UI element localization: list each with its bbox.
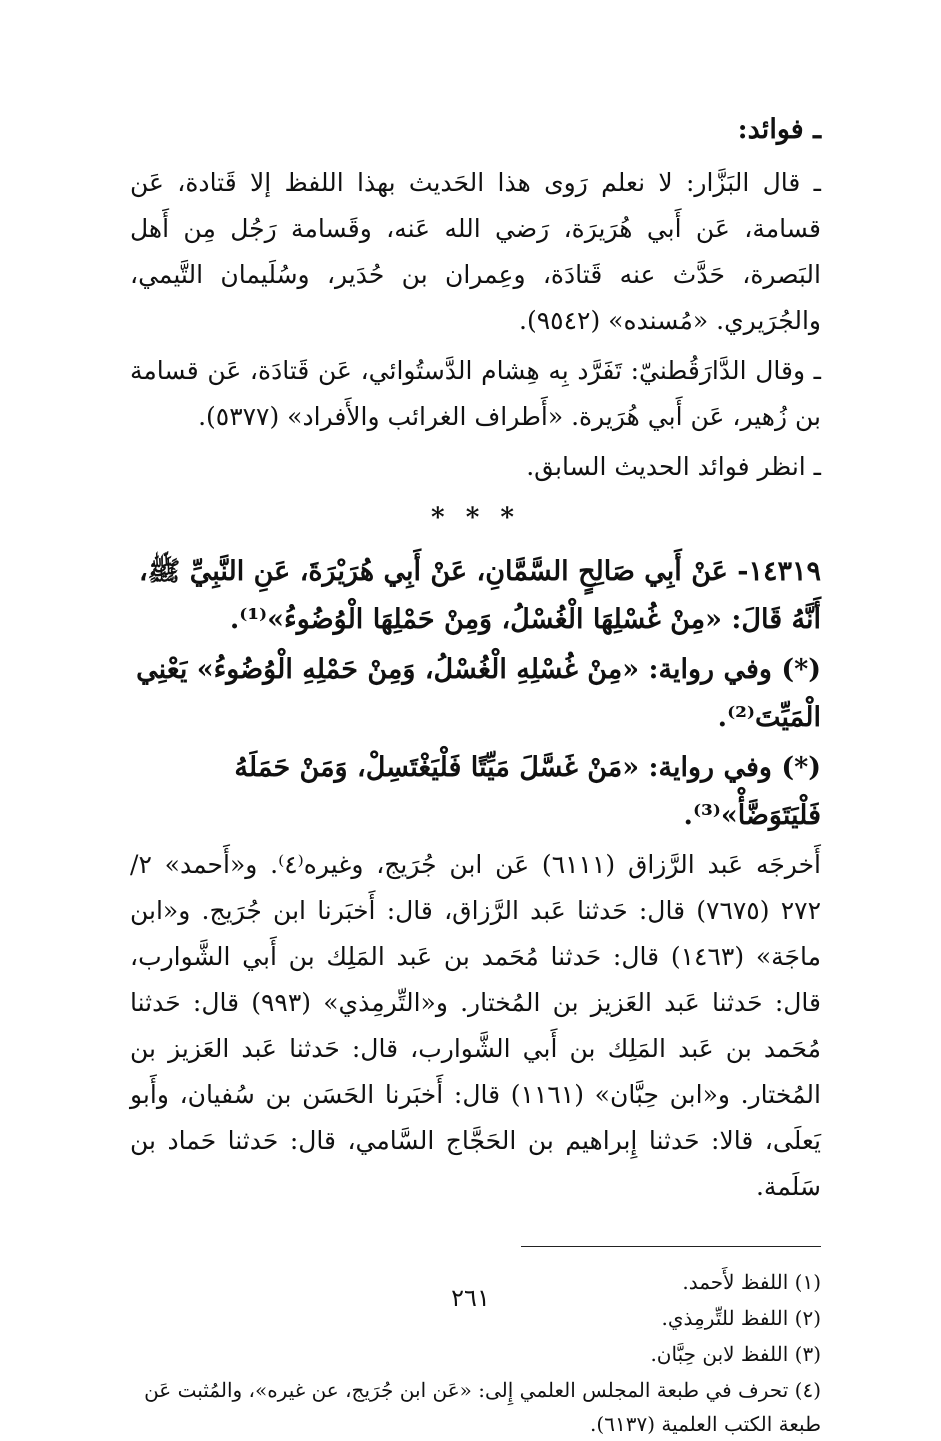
paragraph-bazzar: ـ قال البَزَّار: لا نعلم رَوى هذا الحَديث بهذا اللفظ إلا قَتادة، عَن قسامة، عَن أَبي هُرَيرَة، رَضي الله عَنه، وقَسامة رَجُل مِن أَهل البَصرة، حَدَّث عنه قَتادَة، وعِمران بن حُدَير، وسُلَيمان التَّيمي، والجُرَيري. «مُسنده» (٩٥٤٢). [130, 168, 821, 335]
footnote-3: (٣) اللفظ لابن حِبَّان. [650, 1342, 821, 1366]
footnote-divider-wrap [130, 1246, 821, 1247]
hadith-variant-2: (*) وفي رواية: «مَنْ غَسَّلَ مَيِّتًا فَلْيَغْتَسِلْ، وَمَنْ حَمَلَهُ فَلْيَتَوَضَّأْ»⁽³⁾. [234, 752, 821, 831]
paragraph-see-previous: ـ انظر فوائد الحديث السابق. [526, 452, 821, 481]
footnote-4: (٤) تحرف في طبعة المجلس العلمي إِلى: «عَن ابن جُرَيج، عن غيره»، والمُثبت عَن طبعة الكتب العلمية (٦١٣٧). [144, 1378, 821, 1436]
page-number: ٢٦١ [451, 1284, 490, 1312]
section-heading: ـ فوائد: [737, 114, 821, 145]
paragraph-daraqutni: ـ وقال الدَّارَقُطنيّ: تَفَرَّد بِه هِشام الدَّستُوائي، عَن قَتادَة، عَن قسامة بن زُهير، عَن أَبي هُرَيرة. «أَطراف الغرائب والأَفراد» (٥٣٧٧). [130, 356, 821, 431]
hadith-text: ١٤٣١٩- عَنْ أَبِي صَالِحٍ السَّمَّانِ، عَنْ أَبِي هُرَيْرَةَ، عَنِ النَّبِيِّ ﷺ، أَنَّهُ قَالَ: «مِنْ غُسْلِهَا الْغُسْلُ، وَمِنْ حَمْلِهَا الْوُضُوءُ»⁽¹⁾. [138, 556, 821, 635]
footnote-divider [521, 1246, 821, 1247]
footnote-1: (١) اللفظ لأَحمد. [682, 1270, 821, 1294]
footnote-2: (٢) اللفظ للتِّرمِذي. [661, 1306, 821, 1330]
takhrij-paragraph: أَخرجَه عَبد الرَّزاق (٦١١١) عَن ابن جُرَيج، وغيره⁽٤⁾. و«أَحمد» ٢/ ٢٧٢ (٧٦٧٥) قال: حَدثنا عَبد الرَّزاق، قال: أَخبَرنا ابن جُرَيج. و«ابن ماجَة» (١٤٦٣) قال: حَدثنا مُحَمد بن عَبد المَلِك بن أَبي الشَّوارب، قال: حَدثنا عَبد العَزيز بن المُختار. و«التِّرمِذي» (٩٩٣) قال: حَدثنا مُحَمد بن عَبد المَلِك بن أَبي الشَّوارب، قال: حَدثنا عَبد العَزيز بن المُختار. و«ابن حِبَّان» (١١٦١) قال: أَخبَرنا الحَسَن بن سُفيان، وأَبو يَعلَى، قالا: حَدثنا إِبراهيم بن الحَجَّاج السَّامي، قال: حَدثنا حَماد بن سَلَمة. [130, 850, 822, 1201]
hadith-variant-1: (*) وفي رواية: «مِنْ غُسْلِهِ الْغُسْلُ، وَمِنْ حَمْلِهِ الْوُضُوءُ» يَعْنِي الْمَيِّتَ⁽²⁾. [136, 654, 821, 733]
section-separator: * * * [431, 503, 520, 533]
